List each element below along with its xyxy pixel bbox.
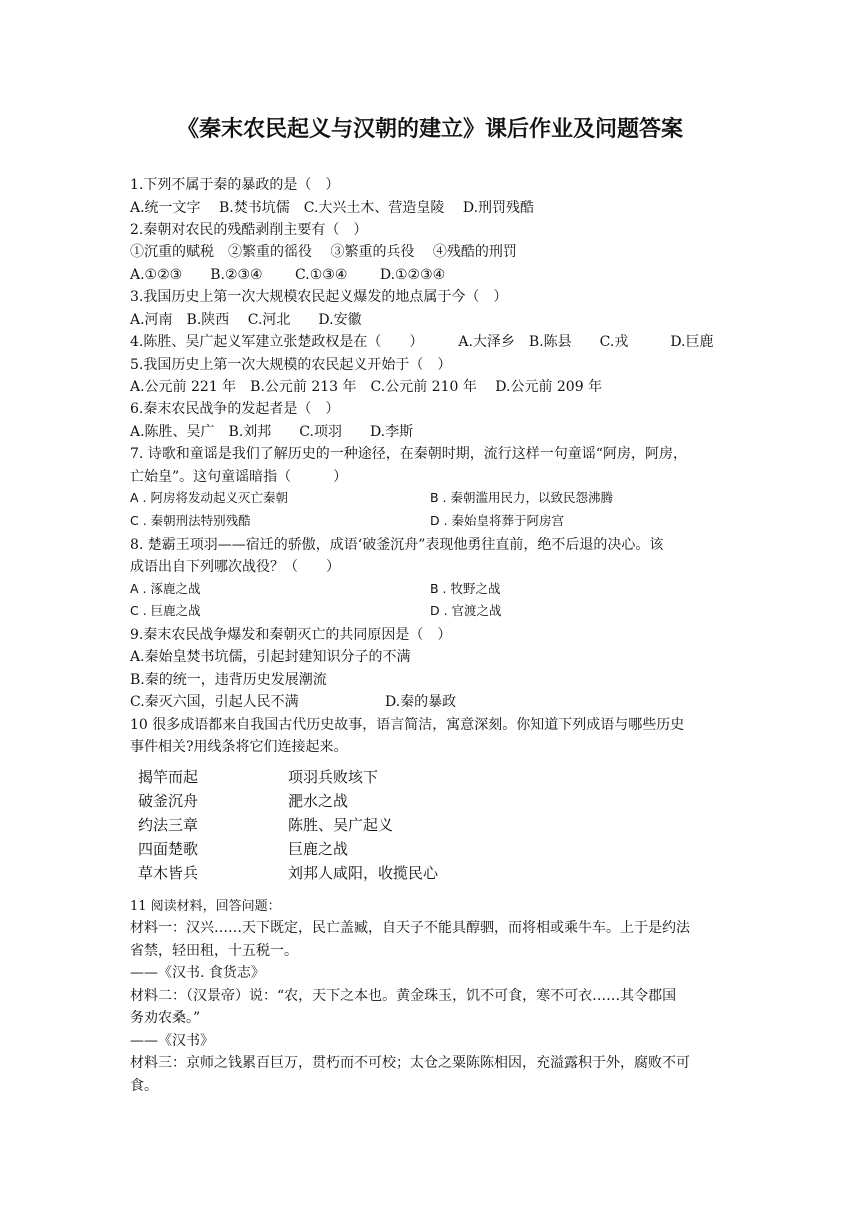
q8-option-a: A . 涿鹿之战 bbox=[130, 581, 201, 596]
q11-material3-line1: 材料三：京师之钱累百巨万，贯朽而不可校；太仓之粟陈陈相因，充溢露积于外，腐败不可 bbox=[130, 1055, 690, 1071]
q5-options: A.公元前 221 年 B.公元前 213 年 C.公元前 210 年 D.公元前 209 年 bbox=[130, 379, 603, 395]
q8-stem-line1: 8. 楚霸王项羽——宿迁的骄傲，成语‘破釜沉舟”表现他勇往直前，绝不后退的决心。该 bbox=[130, 537, 664, 553]
q11-material1-source: ——《汉书. 食货志》 bbox=[130, 965, 265, 981]
q6-stem: 6.秦末农民战争的发起者是（ ） bbox=[130, 401, 340, 417]
q6-options: A.陈胜、吴广 B.刘邦 C.项羽 D.李斯 bbox=[130, 424, 414, 440]
q7-option-c: C . 秦朝刑法特别残酷 bbox=[130, 513, 251, 528]
idiom-item: 破釜沉舟 bbox=[138, 792, 199, 810]
q9-option-d: D.秦的暴政 bbox=[385, 694, 457, 710]
q7-option-a: A . 阿房将发动起义灭亡秦朝 bbox=[130, 490, 288, 505]
idiom-item: 约法三章 bbox=[138, 816, 199, 834]
q2-items: ①沉重的赋税 ②繁重的徭役 ③繁重的兵役 ④残酷的刑罚 bbox=[130, 244, 517, 260]
q10-stem-line1: 10 很多成语都来自我国古代历史故事，语言简洁，寓意深刻。你知道下列成语与哪些历史 bbox=[130, 717, 685, 733]
idiom-item: 揭竿而起 bbox=[138, 768, 199, 786]
q3-options: A.河南 B.陕西 C.河北 D.安徽 bbox=[130, 312, 362, 328]
event-item: 巨鹿之战 bbox=[288, 840, 349, 858]
q8-stem-line2: 成语出自下列哪次战役？（ ） bbox=[130, 559, 340, 575]
q8-option-b: B . 牧野之战 bbox=[430, 581, 501, 596]
event-item: 淝水之战 bbox=[288, 792, 349, 810]
event-item: 项羽兵败垓下 bbox=[288, 768, 379, 786]
q8-option-c: C . 巨鹿之战 bbox=[130, 603, 201, 618]
q1-options: A.统一文字 B.焚书坑儒 C.大兴土木、营造皇陵 D.刑罚残酷 bbox=[130, 200, 535, 216]
event-item: 陈胜、吴广起义 bbox=[288, 816, 394, 834]
q11-material3-line2: 食。 bbox=[130, 1078, 158, 1094]
idiom-item: 草木皆兵 bbox=[138, 864, 199, 882]
q11-material1-line1: 材料一：汉兴……天下既定，民亡盖臧，自天子不能具醇驷，而将相或乘牛车。上于是约法 bbox=[130, 920, 690, 936]
q7-option-b: B . 秦朝滥用民力，以致民怨沸腾 bbox=[430, 490, 613, 505]
q7-stem-line1: 7. 诗歌和童谣是我们了解历史的一种途径，在秦朝时期，流行这样一句童谣“阿房，阿房， bbox=[130, 446, 687, 462]
q9-option-b: B.秦的统一，违背历史发展潮流 bbox=[130, 672, 327, 688]
q11-stem: 11 阅读材料，回答问题： bbox=[130, 899, 281, 914]
q1-stem: 1.下列不属于秦的暴政的是（ ） bbox=[130, 177, 340, 193]
q9-option-a: A.秦始皇焚书坑儒，引起封建知识分子的不满 bbox=[130, 649, 411, 665]
q10-stem-line2: 事件相关?用线条将它们连接起来。 bbox=[130, 739, 348, 755]
q3-stem: 3.我国历史上第一次大规模农民起义爆发的地点属于今（ ） bbox=[130, 289, 508, 305]
q2-stem: 2.秦朝对农民的残酷剥削主要有（ ） bbox=[130, 222, 368, 238]
q9-stem: 9.秦末农民战争爆发和秦朝灭亡的共同原因是（ ） bbox=[130, 627, 452, 643]
idiom-item: 四面楚歌 bbox=[138, 840, 199, 858]
event-item: 刘邦人咸阳，收揽民心 bbox=[288, 864, 439, 882]
q11-material2-line1: 材料二：（汉景帝）说：“农，天下之本也。黄金珠玉，饥不可食，寒不可衣……其令郡国 bbox=[130, 988, 677, 1004]
q11-material2-line2: 务劝农桑。” bbox=[130, 1010, 201, 1026]
q11-material1-line2: 省禁，轻田租，十五税一。 bbox=[130, 943, 298, 959]
q2-options: A.①②③ B.②③④ C.①③④ D.①②③④ bbox=[130, 267, 446, 283]
q9-option-c: C.秦灭六国，引起人民不满 bbox=[130, 694, 299, 710]
q11-material2-source: ——《汉书》 bbox=[130, 1033, 214, 1049]
q5-stem: 5.我国历史上第一次大规模的农民起义开始于（ ） bbox=[130, 357, 452, 373]
q7-stem-line2: 亡始皇”。这句童谣暗指（ ） bbox=[130, 469, 348, 485]
q4-stem: 4.陈胜、吴广起义军建立张楚政权是在（ ） A.大泽乡 B.陈县 C.戎 D.巨鹿 bbox=[130, 334, 714, 350]
q8-option-d: D . 官渡之战 bbox=[430, 603, 502, 618]
page-title: 《秦末农民起义与汉朝的建立》课后作业及问题答案 bbox=[176, 117, 683, 142]
q7-option-d: D . 秦始皇将葬于阿房宫 bbox=[430, 513, 565, 528]
